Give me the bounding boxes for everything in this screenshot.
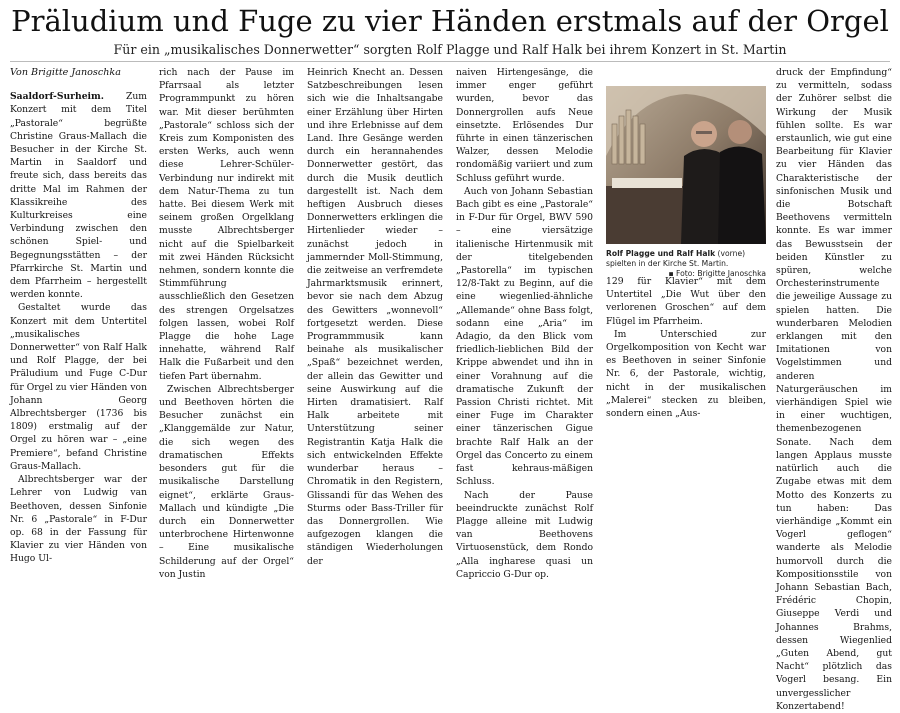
dateline: Saaldorf-Surheim. [10, 91, 104, 103]
article-column-4 [456, 66, 593, 581]
organists-photo-illustration [606, 86, 766, 244]
article-paragraph: Im Unterschied zur Orgelkomposition von Kecht war es Beethoven in seiner Sinfonie Nr. 6, der Pastorale, wichtig, nicht in der musikalischen „Malerei“ stecken zu bleiben, sondern einen „Aus- [606, 328, 766, 420]
photo-caption-names: Rolf Plagge und Ralf Halk [606, 249, 716, 258]
article-paragraph: naiven Hirtengesänge, die immer enger geführt wurden, bevor das Donnergrollen aufs Neue einsetzte. Erlösendes Dur führte in einen tänzerischen Walzer, dessen Melodie rondomäßig variiert und zum Schluss geführt wurde. [456, 67, 593, 184]
subheadline: Für ein „musikalisches Donnerwetter“ sorgten Rolf Plagge und Ralf Halk bei ihrem Konzert in St. Martin [113, 42, 787, 57]
article-paragraph: Nach der Pause beeindruckte zunächst Rolf Plagge alleine mit Ludwig van Beethovens Virtuosenstück, dem Rondo „Alla ingharese quasi un Capriccio G-Dur op. [456, 489, 593, 580]
article-paragraph: Gestaltet wurde das Konzert mit dem Untertitel „musikalisches Donnerwetter“ von Ralf Halk und Rolf Plagge, der bei Präludium und Fuge C-Dur für Orgel zu vier Händen von Johann Georg Albrechtsberger (1736 bis 1809) erstmalig auf der Orgel zu hören war – „eine Premiere“, befand Christine Graus-Mallach. [10, 302, 147, 472]
byline: Von Brigitte Janoschka [10, 67, 121, 78]
organists-photo [606, 86, 766, 244]
headline: Präludium und Fuge zu vier Händen erstmals auf der Orgel [11, 4, 889, 38]
article-paragraph: Heinrich Knecht an. Dessen Satzbeschreibungen lesen sich wie die Inhaltsangabe einer Erzählung über Hirten und ihre Erlebnisse auf dem Land. Ihre Gesänge werden durch ein herannahendes Donnerwetter gestört, das durch die Musik deutlich dargestellt ist. Nach dem heftigen Ausbruch dieses Donnerwetters erklingen die Hirtenlieder wieder – zunächst jedoch in jammernder Moll-Stimmung, die zeitweise an verfremdete Jahrmarktsmusik erinnert, bevor sie nach dem Abzug des Gewitters „wonnevoll“ fortgesetzt werden. Diese Programmmusik kann beinahe als musikalischer „Spaß“ bezeichnet werden, der allein das Gewitter und seine Auswirkung auf die Hirten dramatisiert. Ralf Halk arbeitete mit Unterstützung seiner Registrantin Katja Halk die sich entwickelnden Effekte wunderbar heraus – Chromatik in den Registern, Glissandi für das Wehen des Sturms oder Bass-Triller für das Donnergrollen. Wie aufgezogen klangen die ständigen Wiederholungen der [307, 67, 443, 567]
article-column-3 [307, 66, 443, 568]
article-column-1 [10, 66, 147, 566]
article-column-6 [776, 66, 892, 713]
article-column-5 [606, 275, 766, 420]
photo-caption: Rolf Plagge und Ralf Halk (vorne) spielten in der Kirche St. Martin. ▪ Foto: Brigitte Janoschka [606, 249, 766, 279]
article-paragraph: Albrechtsberger war der Lehrer von Ludwig van Beethoven, dessen Sinfonie Nr. 6 „Pastorale“ in F-Dur op. 68 in der Fassung für Klavier zu vier Händen von Hugo Ul- [10, 474, 147, 565]
article-paragraph: Zwischen Albrechtsberger und Beethoven hörten die Besucher zunächst ein „Klanggemälde zur Natur, die sich wegen des dramatischen Effekts besonders gut für die musikalische Darstellung eignet“, erklärte Graus-Mallach und kündigte „Die durch ein Donnerwetter unterbrochene Hirtenwonne – Eine musikalische Schilderung auf der Orgel“ von Justin [159, 383, 294, 580]
article-paragraph: 129 für Klavier“ mit dem Untertitel „Die Wut über den verlorenen Groschen“ auf dem Flügel im Pfarrheim. [606, 276, 766, 327]
divider-rule [10, 61, 890, 62]
article-paragraph: Saaldorf-Surheim. Zum Konzert mit dem Titel „Pastorale“ begrüßte Christine Graus-Mallach die Besucher in der Kirche St. Martin in Saaldorf und freute sich, dass bereits das dritte Mal im Rahmen der Klassikreihe des Kulturkreises eine Verbindung zwischen den schönen Spiel- und Begegnungsstätten – der Pfarrkirche St. Martin und dem Pfarrheim – hergestellt werden konnte. [10, 91, 147, 301]
article-paragraph: druck der Empfindung“ zu vermitteln, sodass der Zuhörer selbst die Wirkung der Musik fühlen sollte. Es war erstaunlich, wie gut eine Bearbeitung für Klavier zu vier Händen das Charakteristische der sinfonischen Musik und die Botschaft Beethovens vermitteln konnte. Es war immer das Bewusstsein der beiden Künstler zu spüren, welche Orchesterinstrumente die jeweilige Aussage zu spielen hatten. Die wunderbaren Melodien erklangen mit den Imitationen von Vogelstimmen und anderen Naturgeräuschen im vierhändigen Spiel wie in einer wuchtigen, themenbezogenen Sonate. Nach dem langen Applaus musste natürlich auch die Zugabe etwas mit dem Motto des Konzerts zu tun haben: Das vierhändige „Kommt ein Vogerl geflogen“ wanderte als Melodie humorvoll durch die Kompositionsstile von Johann Sebastian Bach, Frédéric Chopin, Giuseppe Verdi und Johannes Brahms, dessen Wiegenlied „Guten Abend, gut Nacht“ plötzlich das Vogerl besang. Ein unvergesslicher Konzertabend! [776, 67, 892, 712]
article-paragraph: Auch von Johann Sebastian Bach gibt es eine „Pastorale“ in F-Dur für Orgel, BWV 590 – eine viersätzige italienische Hirtenmusik mit der titelgebenden „Pastorella“ im typischen 12/8-Takt zu Beginn, auf die eine wiegenlied-ähnliche „Allemande“ ohne Bass folgt, sodann eine „Aria“ im Adagio, da den Blick vom friedlich-lieblichen Bild der Krippe abwendet und ihn in einer Vorahnung auf die dramatische Zukunft der Passion Christi richtet. Mit einer Fuge im Charakter einer tänzerischen Gigue brachte Ralf Halk an der Orgel das Concerto zu einem fast kehraus-mäßigen Schluss. [456, 185, 593, 488]
article-column-2 [159, 66, 294, 581]
photo-credit: ▪ Foto: Brigitte Janoschka [668, 269, 766, 279]
article-paragraph: rich nach der Pause im Pfarrsaal als letzter Programmpunkt zu hören war. Mit dieser berühmten „Pastorale“ schloss sich der Kreis zum Komponisten des ersten Werks, auch wenn diese Lehrer-Schüler-Verbindung nur indirekt mit dem Natur-Thema zu tun hatte. Bei diesem Werk mit seinem großen Orgelklang musste Albrechtsberger nicht auf die Spielbarkeit mit zwei Händen Rücksicht nehmen, sondern konnte die Stimmführung ausschließlich den Gesetzen des strengen Orgelsatzes folgen lassen, wobei Rolf Plagge die hohe Lage innehatte, während Ralf Halk die Fußarbeit und den tiefen Part übernahm. [159, 67, 294, 382]
